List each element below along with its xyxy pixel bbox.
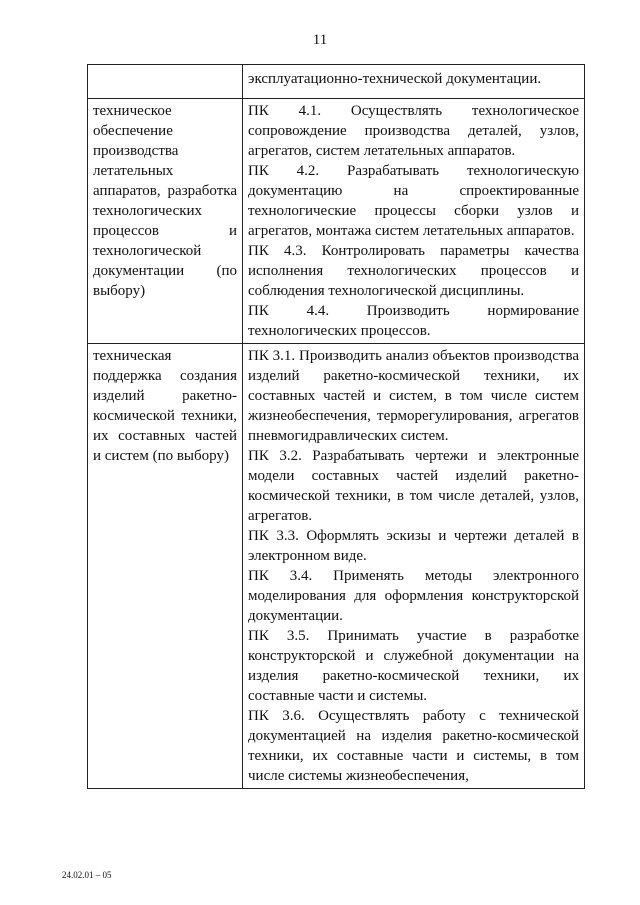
competency-item: ПК 3.3. Оформлять эскизы и чертежи деталей в электронном виде. (248, 528, 579, 564)
page-number: 11 (312, 32, 328, 48)
activity-area-cell (88, 344, 243, 789)
table-row (88, 344, 585, 789)
competencies-cell (243, 99, 585, 344)
competency-item: ПК 3.2. Разрабатывать чертежи и электронные модели составных частей изделий ракетно-космической техники, в том числе деталей, узлов, агрегатов. (248, 448, 579, 524)
activity-area-text: техническая поддержка создания изделий ракетно-космической техники, их составных частей и систем (по выбору) (93, 348, 237, 464)
competency-item: ПК 4.2. Разрабатывать технологическую документацию на спроектированные технологические процессы сборки узлов и агрегатов, монтажа систем летательных аппаратов. (248, 163, 579, 239)
competency-table (87, 64, 585, 789)
competency-item: ПК 4.1. Осуществлять технологическое сопровождение производства деталей, узлов, агрегатов, систем летательных аппаратов. (248, 103, 579, 159)
competency-item: эксплуатационно-технической документации. (248, 71, 542, 87)
competency-item: ПК 3.4. Применять методы электронного моделирования для оформления конструкторской документации. (248, 568, 579, 624)
competency-item: ПК 4.4. Производить нормирование технологических процессов. (248, 303, 579, 339)
competency-item: ПК 3.5. Принимать участие в разработке конструкторской и служебной документации на изделия ракетно-космической техники, их составные части и системы. (248, 628, 579, 704)
document-code: 24.02.01 – 05 (62, 870, 112, 880)
competency-item: ПК 4.3. Контролировать параметры качества исполнения технологических процессов и соблюдения технологической дисциплины. (248, 243, 579, 299)
table-row (88, 99, 585, 344)
table-row (88, 65, 585, 99)
competencies-cell (243, 65, 585, 99)
competencies-cell (243, 344, 585, 789)
activity-area-cell (88, 99, 243, 344)
competency-item: ПК 3.6. Осуществлять работу с технической документацией на изделия ракетно-космической техники, их составные части и системы, в том числе системы жизнеобеспечения, (248, 708, 579, 784)
activity-area-text: техническое обеспечение производства летательных аппаратов, разработка технологических процессов и технологической документации (по выбору) (93, 103, 237, 299)
activity-area-cell (88, 65, 243, 99)
competency-item: ПК 3.1. Производить анализ объектов производства изделий ракетно-космической техники, их составных частей и систем, в том числе систем жизнеобеспечения, терморегулирования, агрегатов пневмогидравлических систем. (248, 348, 579, 444)
